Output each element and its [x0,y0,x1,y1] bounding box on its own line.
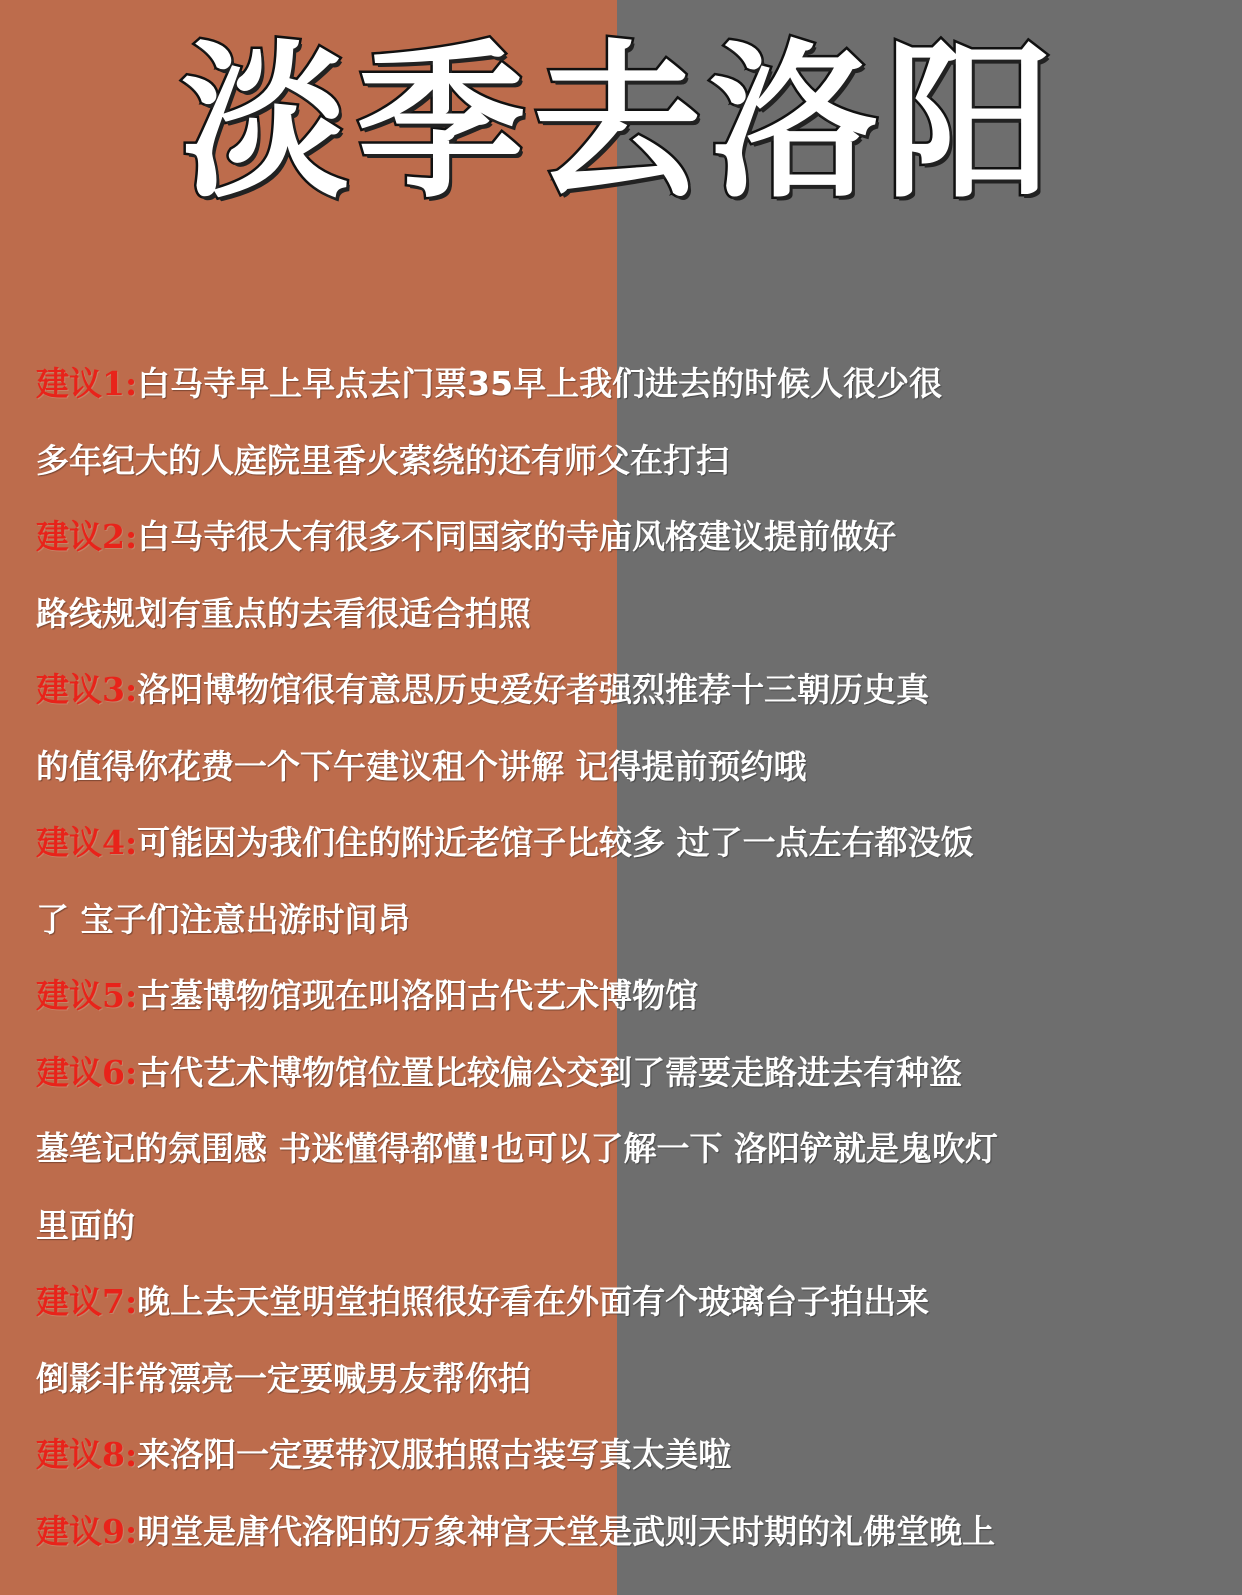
tip-7-line-2 [36,1351,1226,1428]
tip-6-text-2: 墓笔记的氛围感 书迷懂得都懂!也可以了解一下 洛阳铲就是鬼吹灯 [36,1129,999,1168]
tip-4-line-1 [36,815,1226,892]
tip-3-text-1: 洛阳博物馆很有意思历史爱好者强烈推荐十三朝历史真 [137,670,930,709]
tip-4-text-2: 了 宝子们注意出游时间昂 [36,899,411,939]
tip-6-text-1: 古代艺术博物馆位置比较偏公交到了需要走路进去有种盗 [137,1052,963,1092]
tip-5-label: 建议5: [36,976,138,1015]
tip-8-text-1: 来洛阳一定要带汉服拍照古装写真太美啦 [137,1435,732,1474]
tip-3-text-2: 的值得你花费一个下午建议租个讲解 记得提前预约哦 [36,746,807,786]
tip-6-line-3 [36,1198,1226,1275]
tip-9-line-1 [36,1504,1226,1581]
tip-8-line-1 [36,1427,1226,1504]
tip-1-text-1: 白马寺早上早点去门票35早上我们进去的时候人很少很 [137,364,943,403]
tip-5-text-1: 古墓博物馆现在叫洛阳古代艺术博物馆 [137,976,699,1015]
tip-6-line-2 [36,1121,1226,1198]
tip-6-label: 建议6: [36,1052,138,1092]
tips-list [36,356,1226,1580]
tip-5-line-1 [36,968,1226,1045]
tip-7-line-1 [36,1274,1226,1351]
tip-2-line-1 [36,509,1226,586]
tip-1-line-1 [36,356,1226,433]
tip-6-text-3: 里面的 [36,1205,135,1245]
tip-4-text-1: 可能因为我们住的附近老馆子比较多 过了一点左右都没饭 [137,823,974,862]
tip-1-line-2 [36,433,1226,510]
page-title: 淡季去洛阳 [181,25,1061,221]
tip-9-label: 建议9: [36,1511,138,1551]
tip-2-label: 建议2: [36,517,138,556]
tip-4-line-2 [36,892,1226,969]
tip-3-line-1 [36,662,1226,739]
tip-7-text-1: 晚上去天堂明堂拍照很好看在外面有个玻璃台子拍出来 [137,1282,930,1321]
tip-2-text-1: 白马寺很大有很多不同国家的寺庙风格建议提前做好 [137,517,897,556]
tip-9-text-1: 明堂是唐代洛阳的万象神宫天堂是武则天时期的礼佛堂晚上 [137,1511,996,1551]
tip-6-line-1 [36,1045,1226,1122]
tip-3-label: 建议3: [36,670,138,709]
tip-7-text-2: 倒影非常漂亮一定要喊男友帮你拍 [36,1358,531,1398]
tip-2-line-2 [36,586,1226,663]
tip-1-text-2: 多年纪大的人庭院里香火萦绕的还有师父在打扫 [36,440,729,480]
tip-7-label: 建议7: [36,1282,138,1321]
tip-3-line-2 [36,739,1226,816]
tip-8-label: 建议8: [36,1435,138,1474]
tip-4-label: 建议4: [36,823,138,862]
tip-1-label: 建议1: [36,364,138,403]
tip-2-text-2: 路线规划有重点的去看很适合拍照 [36,593,531,633]
